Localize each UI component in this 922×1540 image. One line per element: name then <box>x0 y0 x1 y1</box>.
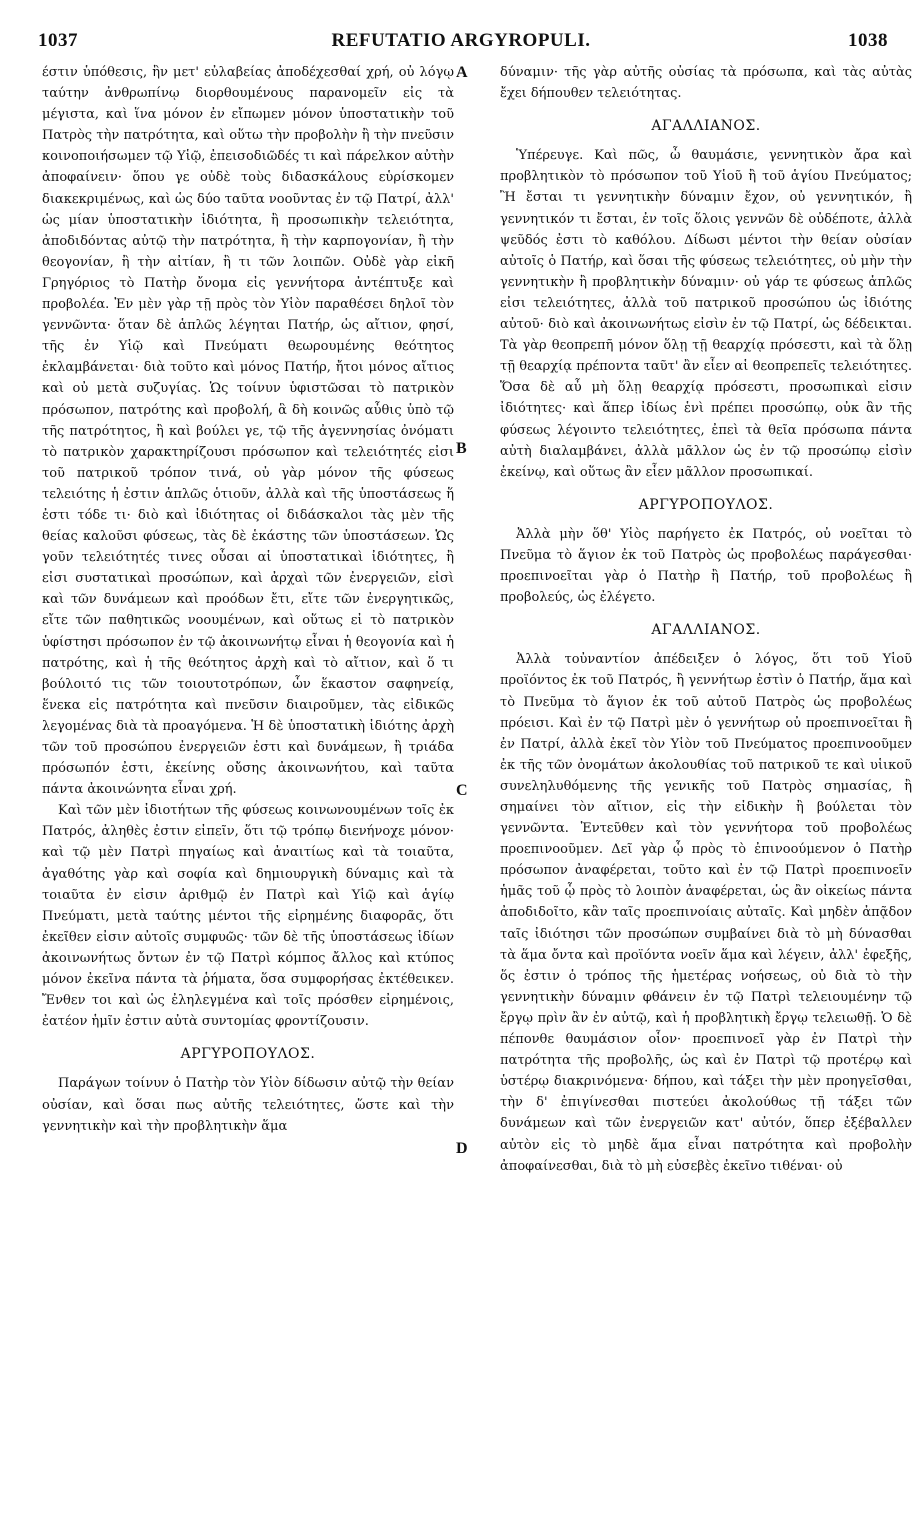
right-column <box>500 62 912 1177</box>
right-paragraph-1: δύναμιν· τῆς γὰρ αὐτῆς οὐσίας τὰ πρόσωπα, καὶ τὰς αὐτὰς ἔχει δήπουθεν τελειότητας. <box>500 65 912 102</box>
speaker-heading-agallianos: ΑΓΑΛΛΙΑΝΟΣ. <box>651 622 761 639</box>
speaker-heading-argyropoulos: ΑΡΓΥΡΟΠΟΥΛΟΣ. <box>638 496 774 513</box>
margin-marker-b: B <box>456 440 467 457</box>
running-title: REFUTATIO ARGYROPULI. <box>331 30 591 51</box>
margin-marker-d: D <box>456 1140 468 1157</box>
speaker-heading-argyropoulos: ΑΡΓΥΡΟΠΟΥΛΟΣ. <box>180 1046 316 1063</box>
margin-marker-a: A <box>456 64 468 81</box>
left-paragraph-2: Καὶ τῶν μὲν ἰδιοτήτων τῆς φύσεως κοινωνουμένων τοῖς ἐκ Πατρός, ἀληθὲς ἐστιν εἰπεῖν, ὅτι τῷ τρόπῳ διενήνοχε μόνον· καὶ τῷ μὲν Πατρὶ πηγαίως καὶ ἀναιτίως καὶ τὰ τοιαῦτα, ἀγαθότης γὰρ καὶ σοφία καὶ δημιουργικὴ δύναμις καὶ τὰ τοιαῦτα ἐν εἰσιν ἀριθμῷ ἐν Πατρὶ καὶ Υἱῷ καὶ ἁγίῳ Πνεύματι, μετὰ ταύτης μέντοι τῆς εἰρημένης διαφορᾶς, ὅτι ἐκεῖθεν εἰσιν αὐτοῖς συμφυῶς· τῶν δὲ τῆς ὑποστάσεως ἰδίων ἀκοινωνήτως ὄντων ἐν τῷ Πατρὶ κόμπος ἄλλος καὶ κτύπος μόνον ἐκεῖνα πάντα τὰ ῥήματα, ὅσα συμφορήσας ἐκτέθεικεν. Ἔνθεν τοι καὶ ὡς ἐληλεγμένα καὶ τοῖς πρόσθεν εἰρημένοις, ἐατέον ἡμῖν ἐστιν αὐτὰ συντομίας φροντίζουσιν. <box>42 803 454 1030</box>
margin-marker-c: C <box>456 782 468 799</box>
left-column <box>42 62 454 1137</box>
page-number-left: 1037 <box>38 30 78 51</box>
right-paragraph-4: Ἀλλὰ τοὐναντίον ἀπέδειξεν ὁ λόγος, ὅτι τοῦ Υἱοῦ προϊόντος ἐκ τοῦ Πατρός, ἢ γεννήτωρ ἐστὶν ὁ Πατήρ, ἅμα καὶ τὸ Πνεῦμα τὸ ἅγιον ἐκ τοῦ αὐτοῦ Πατρὸς ὡς προβολέως πρόεισι. Καὶ ἐν τῷ Πατρὶ μὲν ὁ γεννήτωρ οὐ προεπινοεῖται ἢ ἐν Πατρί, ἀλλὰ ἐκεῖ τὸν Υἱὸν τοῦ Πνεύματος προεπινοοῦμεν ἐκ τῆς τῶν ὀνομάτων ἀκολουθίας τοῦ πατρικοῦ τε καὶ υἱικοῦ συνεληλυθόμενης τῆς γενικῆς τοῦ Πατρὸς σημασίας, ἢ σημαίνει τὸν αἴτιον, εἰς τὴν εἰδικὴν ἢ βούλεται τὸν γεννῶντα. Ἐντεῦθεν καὶ τὸν γεννήτορα τοῦ προβολέως προεπινοοῦμεν. Δεῖ γὰρ ᾧ πρὸς τὸ ἐπινοούμενον ὁ Πατὴρ πρόσωπον ἀναφέρεται, τοῦτο καὶ ἐν τῷ Πατρὶ προεπινοεῖν ἡμᾶς τοῦ ᾧ πρὸς τὸ λοιπὸν ἀναφέρεται, ὡς ἂν οἰκείως πάντα ἀποδιδοῖτο, κἂν ταῖς προεπινοίαις αὐταῖς. Καὶ μηδὲν ἀπᾷδον ταῖς ἰδιότησι τῶν προσώπων συμβαίνει διὰ τὸ μὴ δύνασθαι τὰ ἅμα ὄντα καὶ προϊόντα νοεῖν ἅμα καὶ λέγειν, ἀλλ' ἐφεξῆς, ὅς ἐστιν ὁ τρόπος τῆς ἡμετέρας νοήσεως, οὐ διὰ τὸ τὴν γεννητικὴν δύναμιν φθάνειν ἐν τῷ Πατρὶ τελειουμένην τῷ ἔργῳ πρὶν ἂν ἐν αὐτῷ, καὶ ἡ προβλητικὴ ἔργῳ τελειωθῇ. Ὁ δὲ πέπονθε θαυμάσιον οἷον· προεπινοεῖ γὰρ ἐν Πατρὶ τὴν πατρότητα τῆς προβολῆς, ὡς καὶ ἐν Πατρὶ τῷ προτέρῳ καὶ ὑστέρῳ διακρινόμενα· δήπου, καὶ τάξει τὴν μὲν προηγεῖσθαι, τὴν δ' ἐπιγίνεσθαι πιστεύει ἀκολούθως τῇ τάξει τῶν δυνάμεων καὶ τῶν ἐνεργειῶν κατ' αὐτόν, ὅπερ ἐξέβαλλεν αὐτὸν εἰς τὸ μηδὲ ἅμα εἶναι πατρότητα καὶ προβολὴν ἀποφαίνεσθαι, διὰ τὸ μὴ εὐσεβὲς ἐκεῖνο τιθέναι· οὐ <box>500 652 912 1174</box>
left-paragraph-3: Παράγων τοίνυν ὁ Πατὴρ τὸν Υἱὸν δίδωσιν αὐτῷ τὴν θείαν οὐσίαν, καὶ ὅσαι πως αὐτῆς τελειότητες, ὥστε καὶ τὴν γεννητικὴν καὶ τὴν προβλητικὴν ἅμα <box>42 1076 454 1134</box>
speaker-heading-agallianos: ΑΓΑΛΛΙΑΝΟΣ. <box>651 118 761 135</box>
page-number-right: 1038 <box>848 30 888 51</box>
left-paragraph-1: έστιν ὑπόθεσις, ἣν μετ' εὐλαβείας ἀποδέχεσθαί χρή, οὐ λόγῳ ταύτην ἀνθρωπίνῳ διορθουμένους παρανομεῖν εἰς τὰ μέγιστα, καὶ ἵνα μόνον ἐν εἴπωμεν μόνον ὑποστατικὴν τοῦ Πατρὸς τὴν πατρότητα, καὶ οὕτω τὴν προβολὴν ἢ τὴν πνεῦσιν κοινοποιήσωμεν τῷ Υἱῷ, ἐπεισοδιῶδές τι καὶ πάρελκον αὐτὴν ἀποφαίνειν· ὅπου γε οὐδὲ τοὺς διδασκάλους εὑρίσκομεν διακεκριμένως, καὶ ὡς δύο ταῦτα νοοῦντας ἐν τῷ Πατρί, ἀλλ' ὡς μίαν ὑποστατικὴν ἰδιότητα, ἢ προσωπικὴν τελειότητα, ἀποδιδόντας αὐτῷ τὴν πατρότητα, ἢ τὴν καρπογονίαν, ἢ τὴν θεογονίαν, ἢ τὴν αἰτίαν, ἢ τι τῶν λοιπῶν. Οὐδὲ γὰρ εἰκῆ Γρηγόριος τὸ Πατὴρ ὄνομα εἰς γεννήτορα ἀντέπτυξε καὶ προβολέα. Ἐν μὲν γὰρ τῇ πρὸς τὸν Υἱὸν παραθέσει δηλοῖ τὸν γεννῶντα· ὅταν δὲ ἁπλῶς λέγηται Πατήρ, ὡς αἴτιον, φησί, τῆς ἐν Υἱῷ καὶ Πνεύματι θεωρουμένης θεότητος ἐκλαμβάνεται· διὰ τοῦτο καὶ μόνος Πατήρ, ἤτοι μόνος αἴτιος καὶ οὐ μετὰ συζυγίας. Ὡς τοίνυν ὑφιστῶσαι τὸ πατρικὸν πρόσωπον, πατρότης καὶ προβολή, ἃ δὴ κοινῶς αὖθις ὑπὸ τῷ τῆς πατρότητος, ἢ καὶ βούλει γε, τῷ τῆς ἀγεννησίας ὀνόματι τὸ πατρικὸν χαρακτηρίζουσι πρόσωπον καὶ τελειότητές εἰσι τοῦ πατρικοῦ τρόπον τινά, οὐ γὰρ μόνον τῆς φύσεως τελειότης ἡ ἐστιν ἁπλῶς ὁτιοῦν, ἀλλὰ καὶ τῆς ὑποστάσεως ἥ ἐστι τόδε τι· διὸ καὶ ἰδιότητας οἱ διδάσκαλοι τὰς μὲν τῆς θείας καλοῦσι φύσεως, τὰς δὲ ἑκάστης τῶν ὑποστάσεων. Ὡς γοῦν τελειότητές τινες οὖσαι αἱ ὑποστατικαὶ ἰδιότητες, ἢ εἰσι συστατικαὶ προσώπων, καὶ ἀρχαὶ τῶν ἐνεργειῶν, εἰσὶ καὶ τῶν δυνάμεων καὶ προόδων ἔτι, εἴτε τῶν ἐνεργητικῶς, εἴτε τῶν παθητικῶς νοουμένων, καὶ οὕτως εἰ τὸ πατρικὸν ὑφίστησι πρόσωπον ἐν τῷ ἀκοινωνήτῳ εἶναι ἡ θεογονία καὶ ἡ πατρότης, καὶ ἡ τῆς θεότητος ἀρχὴ καὶ τὸ αἴτιον, καὶ ὅ τι βούλοιτό τις τῶν τοιουτοτρόπων, ὧν ἕκαστον σαφηνείᾳ, ἕνεκα εἰς πατρότητα καὶ πνεῦσιν διαιροῦμεν, τὰς εἰδικῶς λεγομένας διὰ τὰ προαγόμενα. Ἡ δὲ ὑποστατικὴ ἰδιότης ἀρχὴ τῶν τοῦ προσώπου ἐνεργειῶν ἐστι καὶ δυνάμεων, ἢ τριάδα πρόσωπόν ἐστι, ἐκείνης οὔσης ἀκοινωνήτου, καὶ ταῦτα πάντα ἀκοινώνητα εἶναι χρή. <box>42 65 454 798</box>
right-paragraph-2: Ὑπέρευγε. Καὶ πῶς, ὦ θαυμάσιε, γεννητικὸν ἄρα καὶ προβλητικὸν τὸ πρόσωπον τοῦ Υἱοῦ ἢ τοῦ ἁγίου Πνεύματος; Ἢ ἔσται τι γεννητικὴν δύναμιν ἔχον, οὐ γεννητικόν, ἢ γεννητικόν τι ἔσται, ἐν τοῖς ὅλοις γεννῶν δὲ οὐδέποτε, ἀλλὰ ψεῦδός ἐστι τὸ καθόλου. Δίδωσι μέντοι τὴν θείαν οὐσίαν αὐτοῖς ὁ Πατήρ, καὶ ὅσαι τῆς φύσεως τελειότητες, οὐ μὴν τὴν γεννητικὴν ἢ προβλητικὴν δύναμιν· οὐ γάρ τε φύσεως ἁπλῶς εἰσι τελειότητες, ἀλλὰ τοῦ πατρικοῦ προσώπου ὡς ἰδιότης αὐτοῦ· διὸ καὶ ἀκοινωνήτως εἰσὶν ἐν τῷ Πατρί, ὡς δέδεικται. Τὰ γὰρ θεοπρεπῆ μόνον ὅλῃ τῇ θεαρχίᾳ πρόσεστι, καὶ τὰ ὅλῃ τῇ θεαρχίᾳ πρέποντα ταῦτ' ἂν εἶεν αἱ θεοπρεπεῖς τελειότητες. Ὅσα δὲ αὖ μὴ ὅλῃ θεαρχίᾳ πρόσεστι, προσωπικαὶ εἰσιν ἰδιότητες· καὶ ἅπερ ἰδίως ἑνὶ πρέπει προσώπῳ, οὐκ ἂν τῆς φύσεως λέγοιντο τελειότητες, ἐπεὶ τὰ θεῖα πρόσωπα πάντα αὐτὴ διαλαμβάνει, ἀλλὰ μᾶλλον ὡς ἐν τῷ προσώπῳ εἰσὶν ἐκείνῳ, καὶ οὕτως ἂν εἶεν μᾶλλον προσωπικαί. <box>500 148 912 480</box>
right-paragraph-3: Ἀλλὰ μὴν ὅθ' Υἱὸς παρήγετο ἐκ Πατρός, οὐ νοεῖται τὸ Πνεῦμα τὸ ἅγιον ἐκ τοῦ Πατρὸς ὡς προβολέως παράγεσθαι· προεπινοεῖται γὰρ ὁ Πατὴρ ἢ Πατήρ, τοῦ προβολέως ἢ προβολεύς, ὡς ἐλέγετο. <box>500 526 912 606</box>
